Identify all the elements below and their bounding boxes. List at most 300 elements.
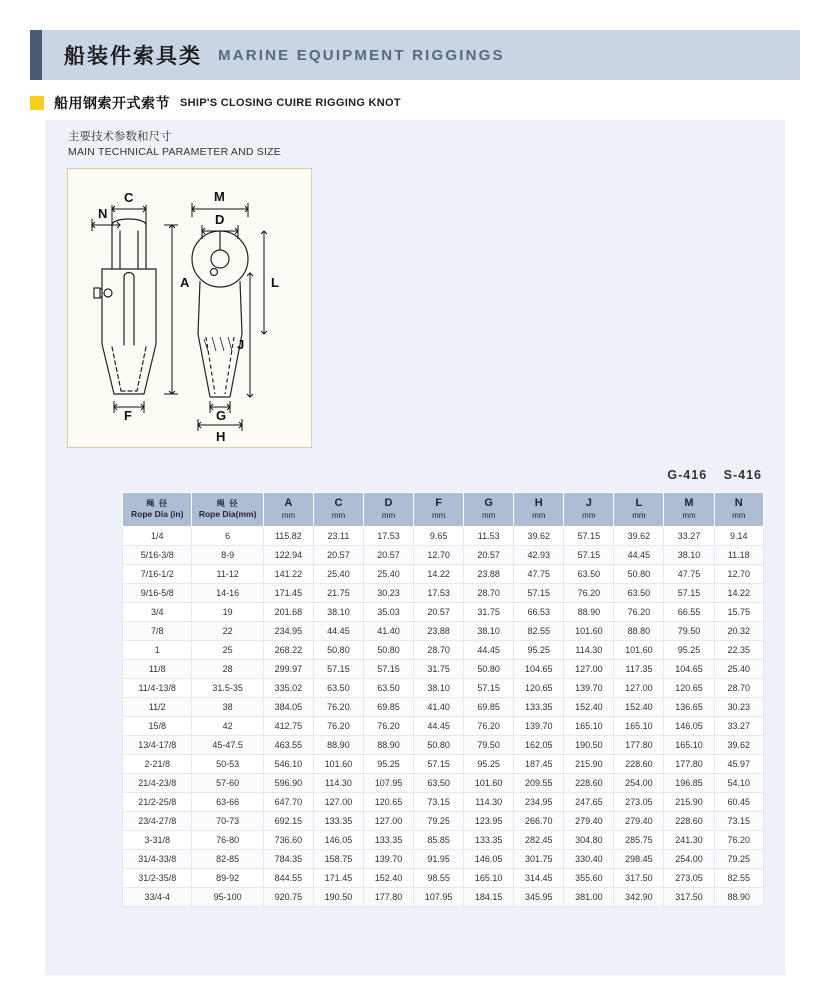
table-cell: 15/8 (123, 716, 192, 735)
table-cell: 95.25 (514, 640, 564, 659)
specification-table (122, 492, 764, 907)
table-cell: 85.85 (414, 830, 464, 849)
table-cell: 285.75 (614, 830, 664, 849)
table-cell: 9/16-5/8 (123, 583, 192, 602)
table-cell: 20.57 (414, 602, 464, 621)
table-cell: 9.65 (414, 526, 464, 545)
table-cell: 171.45 (313, 868, 363, 887)
table-row (123, 678, 764, 697)
table-row (123, 659, 764, 678)
table-cell: 7/16-1/2 (123, 564, 192, 583)
table-cell: 57.15 (564, 545, 614, 564)
table-cell: 20.32 (714, 621, 763, 640)
table-row (123, 754, 764, 773)
table-row (123, 887, 764, 906)
table-cell: 73.15 (714, 811, 763, 830)
table-row (123, 830, 764, 849)
table-cell: 273.05 (664, 868, 714, 887)
table-cell: 44.45 (614, 545, 664, 564)
table-cell: 31.75 (464, 602, 514, 621)
table-cell: 1/4 (123, 526, 192, 545)
table-cell: 31/2-35/8 (123, 868, 192, 887)
table-cell: 209.55 (514, 773, 564, 792)
table-cell: 342.90 (614, 887, 664, 906)
table-cell: 66.53 (514, 602, 564, 621)
table-cell: 11/2 (123, 697, 192, 716)
table-cell: 314.45 (514, 868, 564, 887)
table-cell: 228.60 (664, 811, 714, 830)
table-cell: 254.00 (664, 849, 714, 868)
table-cell: 88.90 (564, 602, 614, 621)
table-cell: 66.55 (664, 602, 714, 621)
table-cell: 381.00 (564, 887, 614, 906)
label-J: J (237, 337, 245, 352)
table-row (123, 545, 764, 564)
table-cell: 596.90 (263, 773, 313, 792)
product-code-g: G-416 (667, 468, 708, 482)
table-cell: 95-100 (192, 887, 263, 906)
table-cell: 23.11 (313, 526, 363, 545)
table-cell: 63.50 (313, 678, 363, 697)
table-cell: 22 (192, 621, 263, 640)
table-cell: 123.95 (464, 811, 514, 830)
table-cell: 241.30 (664, 830, 714, 849)
table-cell: 11.53 (464, 526, 514, 545)
table-cell: 79.50 (664, 621, 714, 640)
col-head-en: Rope Dia (in) (131, 508, 184, 519)
table-cell: 31/4-33/8 (123, 849, 192, 868)
table-cell: 146.05 (313, 830, 363, 849)
table-row (123, 583, 764, 602)
table-cell: 44.45 (313, 621, 363, 640)
table-cell: 122.94 (263, 545, 313, 564)
table-cell: 82-85 (192, 849, 263, 868)
table-cell: 39.62 (514, 526, 564, 545)
table-cell: 11/8 (123, 659, 192, 678)
table-cell: 79.50 (464, 735, 514, 754)
table-cell: 15.75 (714, 602, 763, 621)
table-cell: 107.95 (414, 887, 464, 906)
table-cell: 76.20 (363, 716, 413, 735)
table-cell: 25 (192, 640, 263, 659)
table-row (123, 640, 764, 659)
table-cell: 33.27 (714, 716, 763, 735)
table-cell: 3/4 (123, 602, 192, 621)
table-row (123, 621, 764, 640)
table-cell: 115.82 (263, 526, 313, 545)
table-cell: 63.50 (363, 678, 413, 697)
table-cell: 20.57 (363, 545, 413, 564)
table-cell: 88.90 (363, 735, 413, 754)
col-head-en: Rope Dia(mm) (198, 508, 257, 519)
table-cell: 127.00 (614, 678, 664, 697)
table-cell: 95.25 (363, 754, 413, 773)
table-cell: 23.88 (414, 621, 464, 640)
table-cell: 127.00 (363, 811, 413, 830)
table-cell: 299.97 (263, 659, 313, 678)
table-cell: 63.50 (564, 564, 614, 583)
table-cell: 39.62 (614, 526, 664, 545)
table-cell: 101.60 (464, 773, 514, 792)
table-cell: 139.70 (564, 678, 614, 697)
table-row (123, 716, 764, 735)
table-cell: 101.60 (313, 754, 363, 773)
table-cell: 33/4-4 (123, 887, 192, 906)
table-cell: 190.50 (313, 887, 363, 906)
table-cell: 14.22 (714, 583, 763, 602)
table-cell: 30.23 (714, 697, 763, 716)
table-cell: 136.65 (664, 697, 714, 716)
table-cell: 42 (192, 716, 263, 735)
table-cell: 57.15 (414, 754, 464, 773)
table-cell: 41.40 (414, 697, 464, 716)
table-cell: 44.45 (464, 640, 514, 659)
table-cell: 12.70 (414, 545, 464, 564)
table-cell: 28.70 (464, 583, 514, 602)
table-cell: 127.00 (313, 792, 363, 811)
table-cell: 12.70 (714, 564, 763, 583)
table-row (123, 868, 764, 887)
table-cell: 14-16 (192, 583, 263, 602)
table-cell: 42.93 (514, 545, 564, 564)
table-cell: 546.10 (263, 754, 313, 773)
technical-drawing (67, 168, 312, 448)
col-L: L mm (614, 493, 664, 527)
table-cell: 13/4-17/8 (123, 735, 192, 754)
banner-accent-bar (30, 30, 42, 80)
table-cell: 279.40 (564, 811, 614, 830)
table-cell: 57.15 (313, 659, 363, 678)
table-cell: 162.05 (514, 735, 564, 754)
col-head-cn: 绳 径 (216, 498, 239, 508)
table-cell: 304.80 (564, 830, 614, 849)
table-cell: 844.55 (263, 868, 313, 887)
table-cell: 152.40 (363, 868, 413, 887)
table-cell: 282.45 (514, 830, 564, 849)
table-cell: 165.10 (614, 716, 664, 735)
table-cell: 31.5-35 (192, 678, 263, 697)
table-cell: 117.35 (614, 659, 664, 678)
table-cell: 215.90 (664, 792, 714, 811)
table-cell: 30.23 (363, 583, 413, 602)
table-cell: 384.05 (263, 697, 313, 716)
table-cell: 20.57 (313, 545, 363, 564)
table-cell: 25.40 (363, 564, 413, 583)
table-cell: 50.80 (614, 564, 664, 583)
table-cell: 76-80 (192, 830, 263, 849)
table-cell: 79.25 (714, 849, 763, 868)
table-cell: 412.75 (263, 716, 313, 735)
table-cell: 57.15 (363, 659, 413, 678)
table-cell: 187.45 (514, 754, 564, 773)
table-cell: 254.00 (614, 773, 664, 792)
table-cell: 114.30 (564, 640, 614, 659)
table-cell: 38.10 (464, 621, 514, 640)
table-cell: 70-73 (192, 811, 263, 830)
rigging-knot-diagram (68, 169, 309, 445)
table-cell: 647.70 (263, 792, 313, 811)
product-codes (655, 468, 762, 482)
table-cell: 23.88 (464, 564, 514, 583)
table-row (123, 849, 764, 868)
col-H: H mm (514, 493, 564, 527)
table-cell: 21.75 (313, 583, 363, 602)
table-row (123, 773, 764, 792)
table-cell: 133.35 (514, 697, 564, 716)
table-cell: 14.22 (414, 564, 464, 583)
table-cell: 50.80 (464, 659, 514, 678)
table-cell: 11/4-13/8 (123, 678, 192, 697)
table-cell: 76.20 (564, 583, 614, 602)
table-cell: 33.27 (664, 526, 714, 545)
table-cell: 47.75 (514, 564, 564, 583)
table-cell: 17.53 (414, 583, 464, 602)
table-cell: 177.80 (363, 887, 413, 906)
table-cell: 120.65 (363, 792, 413, 811)
table-cell: 9.14 (714, 526, 763, 545)
col-J: J mm (564, 493, 614, 527)
table-cell: 76.20 (714, 830, 763, 849)
table-cell: 95.25 (464, 754, 514, 773)
banner-title-en: MARINE EQUIPMENT RIGGINGS (218, 46, 505, 64)
table-cell: 301.75 (514, 849, 564, 868)
table-cell: 45-47.5 (192, 735, 263, 754)
table-cell: 5/16-3/8 (123, 545, 192, 564)
table-cell: 736.60 (263, 830, 313, 849)
table-cell: 98.55 (414, 868, 464, 887)
table-cell: 165.10 (564, 716, 614, 735)
table-cell: 57.15 (514, 583, 564, 602)
label-N: N (98, 206, 108, 221)
col-D: D mm (363, 493, 413, 527)
table-cell: 120.65 (664, 678, 714, 697)
table-cell: 23/4-27/8 (123, 811, 192, 830)
table-cell: 69.85 (464, 697, 514, 716)
table-cell: 11-12 (192, 564, 263, 583)
table-cell: 21/2-25/8 (123, 792, 192, 811)
col-rope-dia-in (123, 493, 192, 527)
table-cell: 79.25 (414, 811, 464, 830)
table-cell: 17.53 (363, 526, 413, 545)
table-cell: 228.60 (614, 754, 664, 773)
table-cell: 76.20 (614, 602, 664, 621)
table-cell: 88.90 (313, 735, 363, 754)
col-head-cn: 绳 径 (146, 498, 169, 508)
table-cell: 54.10 (714, 773, 763, 792)
table-cell: 101.60 (564, 621, 614, 640)
table-cell: 268.22 (263, 640, 313, 659)
table-cell: 133.35 (313, 811, 363, 830)
col-A: A mm (263, 493, 313, 527)
table-cell: 171.45 (263, 583, 313, 602)
table-cell: 45.97 (714, 754, 763, 773)
table-cell: 89-92 (192, 868, 263, 887)
table-cell: 6 (192, 526, 263, 545)
banner-title-cn: 船装件索具类 (64, 44, 202, 68)
table-cell: 57.15 (464, 678, 514, 697)
table-body (123, 526, 764, 906)
col-M: M mm (664, 493, 714, 527)
table-cell: 139.70 (363, 849, 413, 868)
table-cell: 63.50 (414, 773, 464, 792)
table-cell: 146.05 (664, 716, 714, 735)
table-cell: 196.85 (664, 773, 714, 792)
table-cell: 920.75 (263, 887, 313, 906)
table-cell: 2-21/8 (123, 754, 192, 773)
table-cell: 82.55 (714, 868, 763, 887)
table-cell: 60.45 (714, 792, 763, 811)
table-cell: 50.80 (363, 640, 413, 659)
table-cell: 139.70 (514, 716, 564, 735)
table-cell: 114.30 (464, 792, 514, 811)
table-cell: 50.80 (313, 640, 363, 659)
table-cell: 165.10 (464, 868, 514, 887)
table-cell: 317.50 (614, 868, 664, 887)
table-cell: 177.80 (614, 735, 664, 754)
table-cell: 31.75 (414, 659, 464, 678)
table-cell: 41.40 (363, 621, 413, 640)
table-cell: 127.00 (564, 659, 614, 678)
table-cell: 692.15 (263, 811, 313, 830)
product-code-s: S-416 (723, 468, 762, 482)
col-F: F mm (414, 493, 464, 527)
table-cell: 190.50 (564, 735, 614, 754)
spec-table-wrap (122, 492, 764, 907)
table-cell: 298.45 (614, 849, 664, 868)
table-cell: 69.85 (363, 697, 413, 716)
table-row (123, 792, 764, 811)
table-cell: 104.65 (514, 659, 564, 678)
table-cell: 120.65 (514, 678, 564, 697)
table-cell: 91.95 (414, 849, 464, 868)
table-cell: 63.50 (614, 583, 664, 602)
table-cell: 152.40 (614, 697, 664, 716)
table-cell: 20.57 (464, 545, 514, 564)
table-cell: 141.22 (263, 564, 313, 583)
table-cell: 47.75 (664, 564, 714, 583)
table-cell: 201.68 (263, 602, 313, 621)
table-cell: 104.65 (664, 659, 714, 678)
table-cell: 57-60 (192, 773, 263, 792)
table-cell: 88.90 (714, 887, 763, 906)
table-cell: 63-66 (192, 792, 263, 811)
table-cell: 95.25 (664, 640, 714, 659)
table-cell: 101.60 (614, 640, 664, 659)
table-cell: 88.80 (614, 621, 664, 640)
table-cell: 35.03 (363, 602, 413, 621)
section-title-cn: 船用钢索开式索节 (54, 96, 170, 112)
label-F: F (124, 408, 132, 423)
col-G: G mm (464, 493, 514, 527)
table-cell: 266.70 (514, 811, 564, 830)
section-heading (30, 92, 800, 114)
table-cell: 38.10 (313, 602, 363, 621)
col-rope-dia-mm (192, 493, 263, 527)
table-cell: 184.15 (464, 887, 514, 906)
table-cell: 57.15 (564, 526, 614, 545)
page-banner (30, 30, 800, 80)
table-cell: 44.45 (414, 716, 464, 735)
table-cell: 76.20 (313, 716, 363, 735)
table-cell: 73.15 (414, 792, 464, 811)
table-cell: 82.55 (514, 621, 564, 640)
table-cell: 317.50 (664, 887, 714, 906)
table-cell: 25.40 (714, 659, 763, 678)
table-cell: 165.10 (664, 735, 714, 754)
table-cell: 38 (192, 697, 263, 716)
table-cell: 463.55 (263, 735, 313, 754)
table-row (123, 697, 764, 716)
table-cell: 215.90 (564, 754, 614, 773)
col-C: C mm (313, 493, 363, 527)
table-cell: 228.60 (564, 773, 614, 792)
table-cell: 1 (123, 640, 192, 659)
table-row (123, 602, 764, 621)
table-cell: 22.35 (714, 640, 763, 659)
table-row (123, 564, 764, 583)
table-cell: 8-9 (192, 545, 263, 564)
table-cell: 57.15 (664, 583, 714, 602)
table-cell: 50-53 (192, 754, 263, 773)
label-G: G (216, 408, 227, 423)
table-cell: 28.70 (414, 640, 464, 659)
section-title-en: SHIP'S CLOSING CUIRE RIGGING KNOT (180, 97, 401, 109)
label-M: M (214, 189, 225, 204)
table-cell: 355.60 (564, 868, 614, 887)
table-cell: 234.95 (263, 621, 313, 640)
table-cell: 114.30 (313, 773, 363, 792)
table-cell: 3-31/8 (123, 830, 192, 849)
table-cell: 133.35 (363, 830, 413, 849)
table-cell: 158.75 (313, 849, 363, 868)
table-cell: 25.40 (313, 564, 363, 583)
label-H: H (216, 429, 226, 444)
table-cell: 21/4-23/8 (123, 773, 192, 792)
label-A: A (180, 275, 190, 290)
col-N: N mm (714, 493, 763, 527)
table-cell: 273.05 (614, 792, 664, 811)
table-cell: 345.95 (514, 887, 564, 906)
label-C: C (124, 190, 134, 205)
table-cell: 11.18 (714, 545, 763, 564)
table-cell: 247.65 (564, 792, 614, 811)
table-cell: 76.20 (313, 697, 363, 716)
table-cell: 38.10 (414, 678, 464, 697)
table-cell: 177.80 (664, 754, 714, 773)
table-cell: 76.20 (464, 716, 514, 735)
label-L: L (271, 275, 279, 290)
label-D: D (215, 212, 225, 227)
bullet-square-icon (30, 96, 44, 110)
table-cell: 330.40 (564, 849, 614, 868)
table-cell: 50.80 (414, 735, 464, 754)
table-cell: 146.05 (464, 849, 514, 868)
table-cell: 234.95 (514, 792, 564, 811)
table-cell: 279.40 (614, 811, 664, 830)
table-cell: 335.02 (263, 678, 313, 697)
param-label-cn: 主要技术参数和尺寸 (68, 129, 172, 143)
table-row (123, 526, 764, 545)
table-row (123, 811, 764, 830)
table-cell: 19 (192, 602, 263, 621)
table-cell: 133.35 (464, 830, 514, 849)
param-label-en: MAIN TECHNICAL PARAMETER AND SIZE (68, 146, 281, 158)
table-cell: 28.70 (714, 678, 763, 697)
table-cell: 784.35 (263, 849, 313, 868)
table-cell: 38.10 (664, 545, 714, 564)
table-cell: 39.62 (714, 735, 763, 754)
table-row (123, 735, 764, 754)
